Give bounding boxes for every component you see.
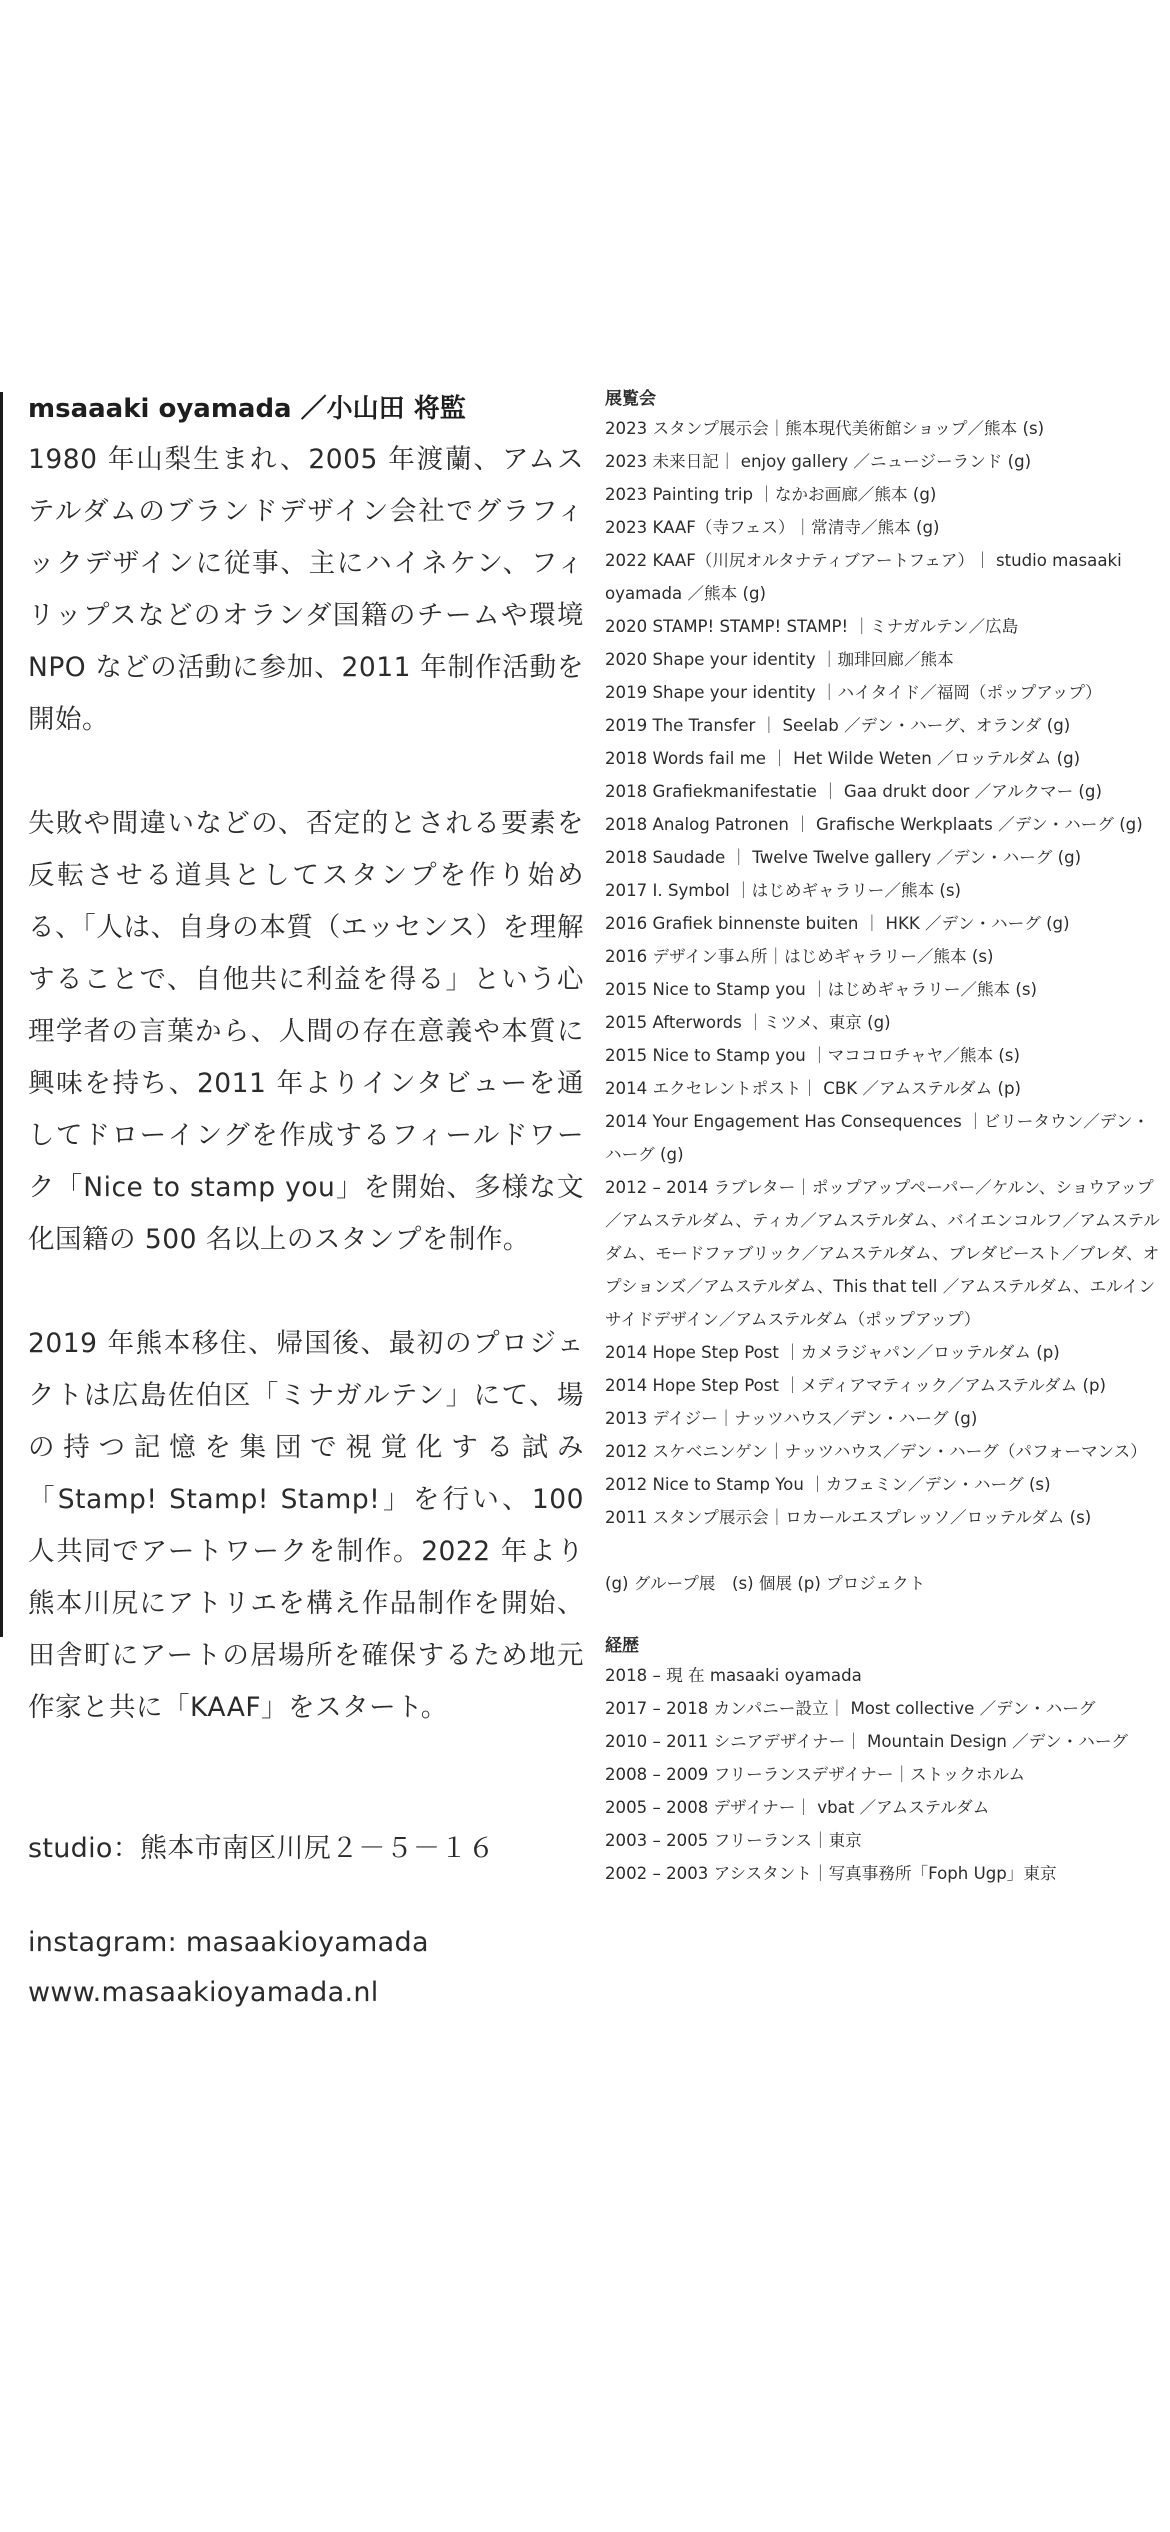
- website-link[interactable]: www.masaakioyamada.nl: [28, 1977, 379, 2008]
- list-item: 2011 スタンプ展示会｜ロカールエスプレッソ／ロッテルダム (s): [605, 1508, 1092, 1527]
- bio-paragraph-3: 2019 年熊本移住、帰国後、最初のプロジェクトは広島佐伯区「ミナガルテン」にて、場の持つ記憶を集団で視覚化する試み「Stamp! Stamp! Stamp!」を行い、100 人共同でアートワークを制作。2022 年より熊本川尻にアトリエを構え作品制作を開始、田舎町にアートの居場所を確保するため地元作家と共に「KAAF」をスタート。: [28, 1328, 584, 1723]
- list-item: 2023 KAAF（寺フェス）｜常清寺／熊本 (g): [605, 518, 940, 537]
- bio-paragraph-2: 失敗や間違いなどの、否定的とされる要素を反転させる道具としてスタンプを作り始める、「人は、自身の本質（エッセンス）を理解することで、自他共に利益を得る」という心理学者の言葉から、人間の存在意義や本質に興味を持ち、2011 年よりインタビューを通してドローイングを作成するフィールドワーク「Nice to stamp you」を開始、多様な文化国籍の 500 名以上のスタンプを制作。: [28, 808, 584, 1255]
- list-item: 2002 – 2003 アシスタント｜写真事務所「Foph Ugp」東京: [605, 1864, 1057, 1883]
- career-list: [605, 1659, 1160, 1890]
- list-item: 2019 The Transfer ｜ Seelab ／デン・ハーグ、オランダ (g): [605, 716, 1071, 735]
- instagram-handle[interactable]: instagram: masaakioyamada: [28, 1927, 429, 1958]
- list-item: 2018 Saudade ｜ Twelve Twelve gallery ／デン・ハーグ (g): [605, 848, 1082, 867]
- list-item: 2010 – 2011 シニアデザイナー｜ Mountain Design ／デン・ハーグ: [605, 1732, 1129, 1751]
- list-item: 2020 STAMP! STAMP! STAMP! ｜ミナガルテン／広島: [605, 617, 1019, 636]
- list-item: 2015 Afterwords ｜ミツメ、東京 (g): [605, 1013, 891, 1032]
- list-item: 2013 デイジー｜ナッツハウス／デン・ハーグ (g): [605, 1409, 978, 1428]
- list-item: 2012 スケベニンゲン｜ナッツハウス／デン・ハーグ（パフォーマンス）: [605, 1442, 1147, 1461]
- list-item: 2008 – 2009 フリーランスデザイナー｜ストックホルム: [605, 1765, 1026, 1784]
- list-item: 2023 未来日記｜ enjoy gallery ／ニュージーランド (g): [605, 452, 1032, 471]
- exhibitions-heading: 展覧会: [605, 389, 656, 409]
- list-item: 2017 – 2018 カンパニー設立｜ Most collective ／デン・ハーグ: [605, 1699, 1096, 1718]
- list-item: 2016 Grafiek binnenste buiten ｜ HKK ／デン・ハーグ (g): [605, 914, 1070, 933]
- list-item: 2018 Analog Patronen ｜ Grafische Werkplaats ／デン・ハーグ (g): [605, 815, 1143, 834]
- bio-title: msaaaki oyamada ／小山田 将監: [28, 394, 466, 424]
- list-item: 2012 Nice to Stamp You ｜カフェミン／デン・ハーグ (s): [605, 1475, 1051, 1494]
- list-item: 2015 Nice to Stamp you ｜マココロチャヤ／熊本 (s): [605, 1046, 1020, 1065]
- list-item: 2005 – 2008 デザイナー｜ vbat ／アムステルダム: [605, 1798, 990, 1817]
- cv-column: [605, 386, 1160, 1890]
- list-item: 2018 Grafiekmanifestatie ｜ Gaa drukt door ／アルクマー (g): [605, 782, 1102, 801]
- list-item: 2003 – 2005 フリーランス｜東京: [605, 1831, 862, 1850]
- list-item: 2023 Painting trip ｜なかお画廊／熊本 (g): [605, 485, 937, 504]
- list-item: 2019 Shape your identity ｜ハイタイド／福岡（ポップアップ）: [605, 683, 1102, 702]
- list-item: 2015 Nice to Stamp you ｜はじめギャラリー／熊本 (s): [605, 980, 1038, 999]
- list-item: 2016 デザイン事ム所｜はじめギャラリー／熊本 (s): [605, 947, 994, 966]
- list-item: 2014 エクセレントポスト｜ CBK ／アムステルダム (p): [605, 1079, 1021, 1098]
- list-item: 2014 Your Engagement Has Consequences ｜ビリータウン／デン・ハーグ (g): [605, 1112, 1150, 1164]
- bio-paragraph-1: 1980 年山梨生まれ、2005 年渡蘭、アムステルダムのブランドデザイン会社でグラフィックデザインに従事、主にハイネケン、フィリップスなどのオランダ国籍のチームや環境 NPO などの活動に参加、2011 年制作活動を開始。: [28, 444, 584, 735]
- studio-address: studio：熊本市南区川尻２－５－１６: [28, 1833, 495, 1864]
- exhibition-type-legend: (g) グループ展 (s) 個展 (p) プロジェクト: [605, 1574, 926, 1593]
- left-vertical-rule: [0, 392, 3, 1637]
- list-item: 2014 Hope Step Post ｜カメラジャパン／ロッテルダム (p): [605, 1343, 1060, 1362]
- list-item: 2022 KAAF（川尻オルタナティブアートフェア）｜ studio masaaki oyamada ／熊本 (g): [605, 551, 1122, 603]
- list-item: 2017 I. Symbol ｜はじめギャラリー／熊本 (s): [605, 881, 962, 900]
- list-item: 2018 Words fail me ｜ Het Wilde Weten ／ロッテルダム (g): [605, 749, 1081, 768]
- biography-column: [28, 384, 584, 2018]
- list-item: 2012 – 2014 ラブレター｜ポップアップペーパー／ケルン、ショウアップ／アムステルダム、ティカ／アムステルダム、バイエンコルフ／アムステルダム、モードファブリック／アムステルダム、ブレダビースト／ブレダ、オプションズ／アムステルダム、This that tell ／アムステルダム、エルインサイドデザイン／アムステルダム（ポップアップ）: [605, 1178, 1160, 1329]
- list-item: 2014 Hope Step Post ｜メディアマティック／アムステルダム (p): [605, 1376, 1106, 1395]
- career-heading: 経歴: [605, 1636, 639, 1656]
- list-item: 2018 – 現 在 masaaki oyamada: [605, 1666, 862, 1685]
- list-item: 2020 Shape your identity ｜珈琲回廊／熊本: [605, 650, 954, 669]
- exhibitions-list: [605, 412, 1160, 1534]
- list-item: 2023 スタンプ展示会｜熊本現代美術館ショップ／熊本 (s): [605, 419, 1045, 438]
